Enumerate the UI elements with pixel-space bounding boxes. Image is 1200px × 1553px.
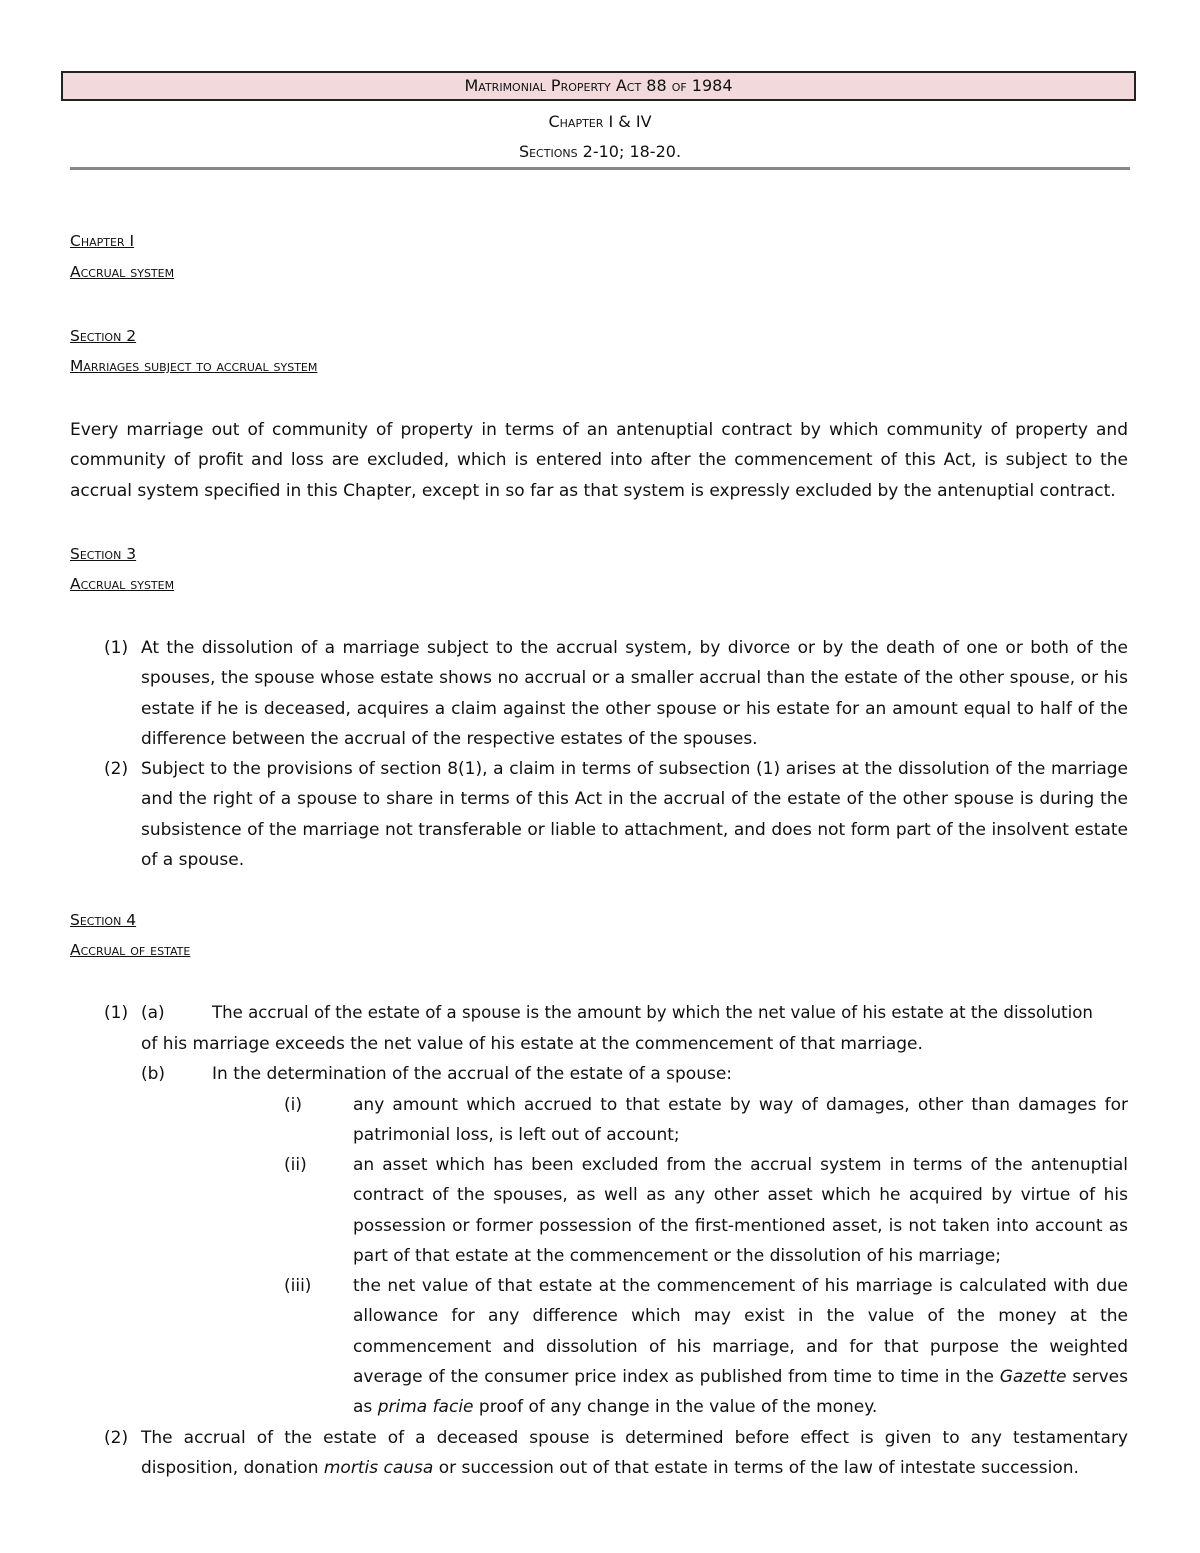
section-3-subsection-1-text: At the dissolution of a marriage subject to the accrual system, by divorce or by the death of one or both of the spouses, the spouse whose estate shows no accrual or a smaller accrual than the estate of the other spouse, or his estate if he is deceased, acquires a claim against the other spouse or his estate for an amount equal to half of the difference between the accrual of the respective estates of the spouses.: [141, 638, 1128, 749]
section-4-subsection-1-number: (1): [104, 1003, 129, 1023]
item-i-label: (i): [284, 1095, 302, 1115]
paragraph-a-continuation: of his marriage exceeds the net value of his estate at the commencement of that marriage.: [141, 1034, 923, 1054]
item-iii-text-part-3: proof of any change in the value of the money.: [473, 1397, 878, 1418]
section-2-text: Every marriage out of community of property in terms of an antenuptial contract by which community of property and community of profit and loss are excluded, which is entered into after the commencement of this Act, is subject to the accrual system specified in this Chapter, except in so far as that system is expressly excluded by the antenuptial contract.: [70, 420, 1128, 501]
item-iii-text: [353, 1271, 1128, 1422]
section-4-subsection-2-number: (2): [104, 1428, 129, 1448]
prima-facie-term: prima facie: [377, 1397, 474, 1418]
item-ii-text: an asset which has been excluded from the accrual system in terms of the antenuptial contract of the spouses, as well as any other asset which he acquired by virtue of his possession or former possession of the first-mentioned asset, is not taken into account as part of that estate at the commencement or the dissolution of his marriage;: [353, 1155, 1128, 1266]
chapter-range: Chapter I & IV: [548, 112, 652, 131]
paragraph-b-label: (b): [141, 1064, 166, 1084]
mortis-causa-term: mortis causa: [323, 1458, 434, 1479]
gazette-term: Gazette: [999, 1366, 1067, 1387]
section-4-name: Accrual of estate: [70, 941, 191, 959]
paragraph-a-label: (a): [141, 1003, 165, 1023]
chapter-label: Chapter I: [70, 232, 135, 250]
document-title: Matrimonial Property Act 88 of 1984: [61, 71, 1136, 101]
item-iii-text-part-2: serves as: [353, 1366, 1128, 1418]
section-3-name: Accrual system: [70, 575, 175, 593]
chapter-name: Accrual system: [70, 263, 175, 281]
section-2-name: Marriages subject to accrual system: [70, 357, 318, 375]
subsection-2-part-2: or succession out of that estate in terms of the law of intestate succession.: [433, 1458, 1079, 1479]
item-i-text: any amount which accrued to that estate by way of damages, other than damages for patrimonial loss, is left out of account;: [353, 1095, 1128, 1146]
paragraph-b-text: In the determination of the accrual of the estate of a spouse:: [212, 1064, 733, 1084]
subsection-2-part-1: The accrual of the estate of a deceased spouse is determined before effect is given to any testamentary disposition, donation: [141, 1428, 1128, 1479]
section-3-subsection-1-number: (1): [104, 638, 129, 658]
section-4-subsection-2-text: [141, 1423, 1128, 1484]
section-3-subsection-2-text: Subject to the provisions of section 8(1), a claim in terms of subsection (1) arises at the dissolution of the marriage and the right of a spouse to share in terms of this Act in the accrual of the estate of the other spouse is during the subsistence of the marriage not transferable or liable to attachment, and does not form part of the insolvent estate of a spouse.: [141, 759, 1128, 870]
section-3-subsection-2-number: (2): [104, 759, 129, 779]
item-iii-text-part-1: the net value of that estate at the commencement of his marriage is calculated with due allowance for any difference which may exist in the value of the money at the commencement and dissolution of his marriage, and for that purpose the weighted average of the consumer price index as published from time to time in the: [353, 1276, 1128, 1387]
sections-range: Sections 2-10; 18-20.: [518, 142, 682, 161]
section-4-label: Section 4: [70, 911, 137, 929]
section-2-label: Section 2: [70, 327, 137, 345]
header-divider: [70, 167, 1130, 170]
item-ii-label: (ii): [284, 1155, 307, 1175]
item-iii-label: (iii): [284, 1276, 312, 1296]
section-3-label: Section 3: [70, 545, 137, 563]
paragraph-a-first-line: The accrual of the estate of a spouse is the amount by which the net value of his estate at the dissolution: [212, 1003, 1093, 1022]
